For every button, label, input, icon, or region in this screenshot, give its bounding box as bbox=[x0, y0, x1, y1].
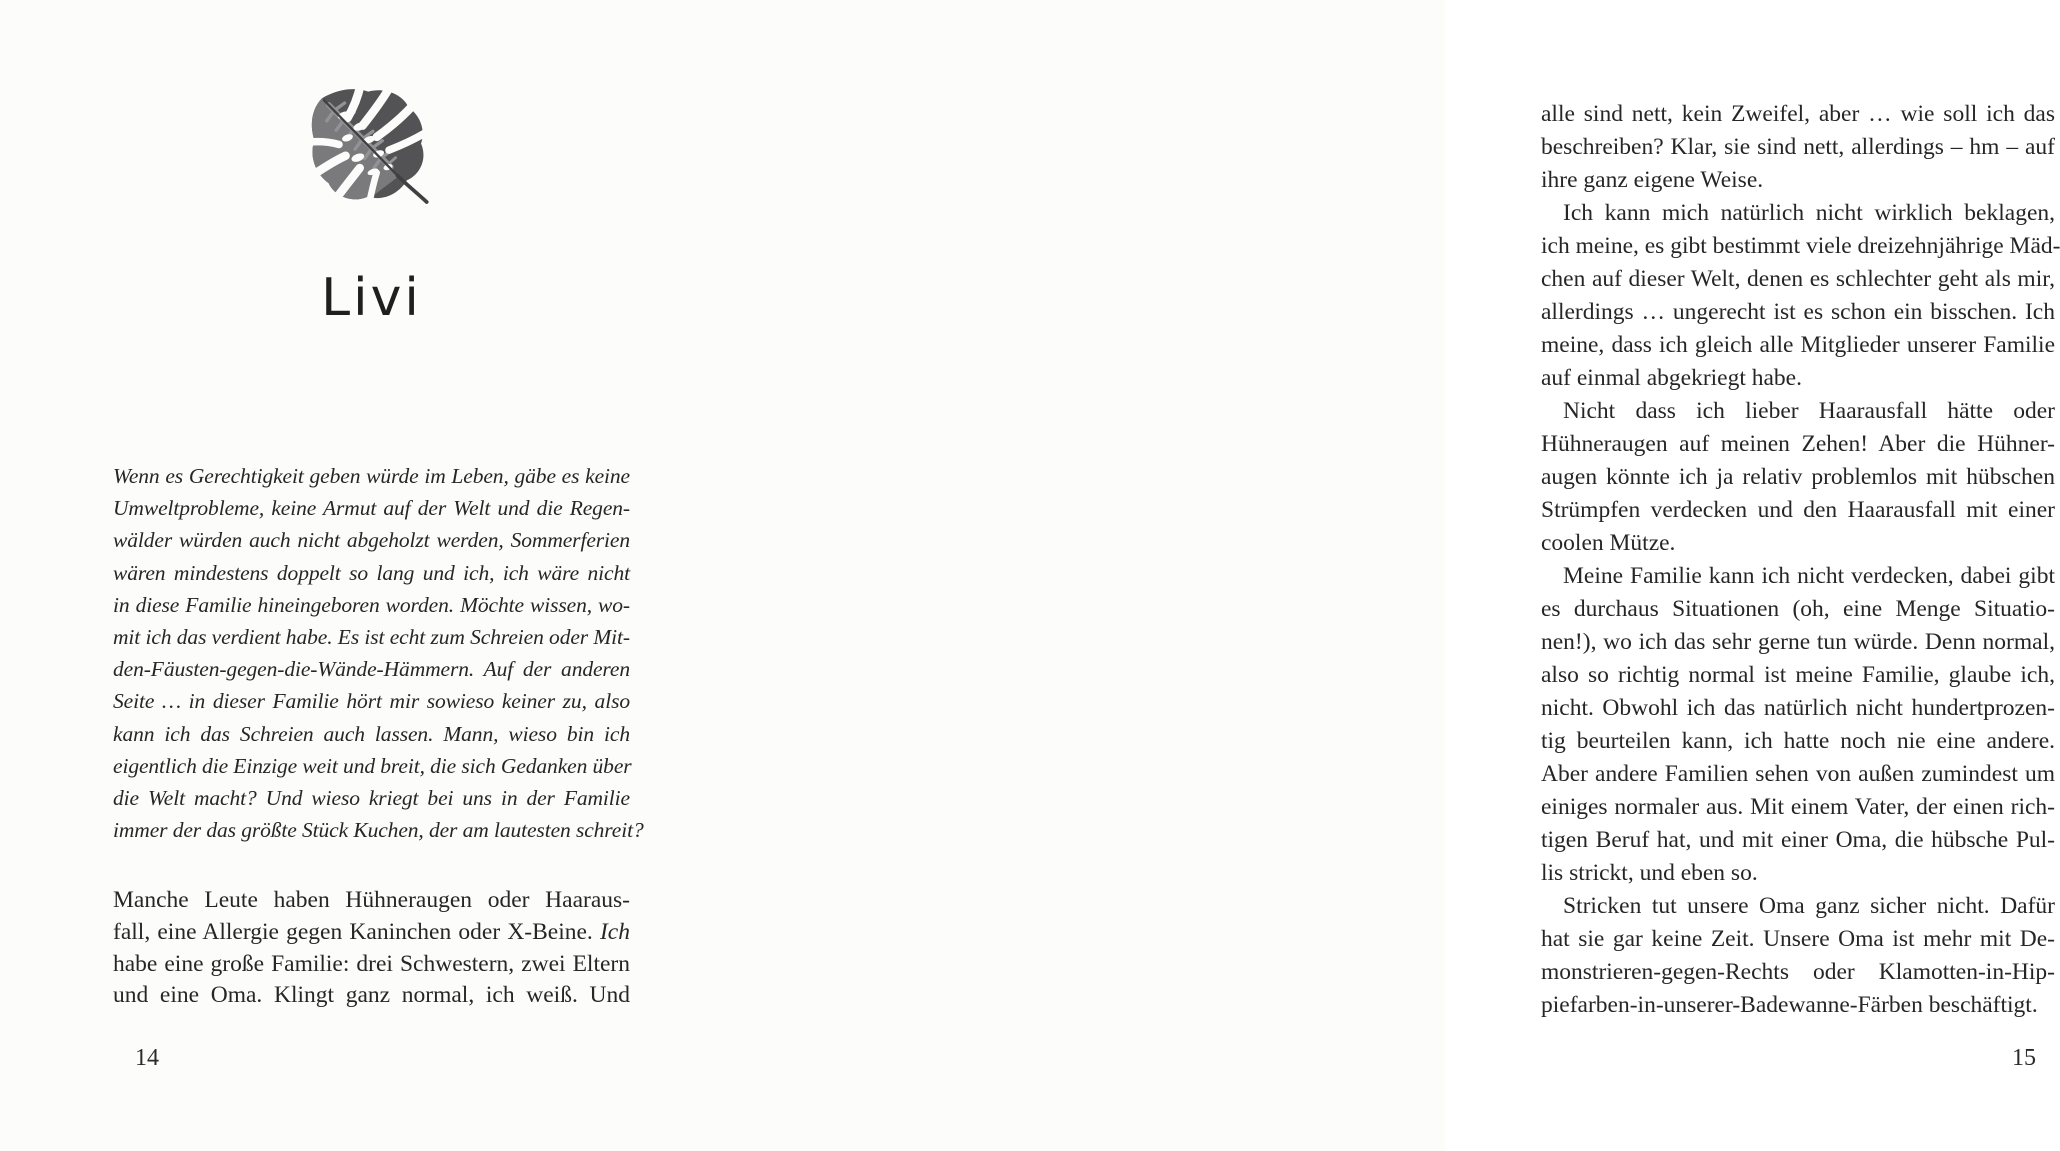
text-segment: chen auf dieser Welt, denen es schlechter geht als mir, bbox=[1541, 266, 2055, 292]
text-line bbox=[1541, 824, 2055, 857]
chapter-leaf-illustration-wrap bbox=[113, 86, 630, 218]
emphasized-text: Ich bbox=[599, 918, 630, 945]
text-segment: nen!), wo ich das sehr gerne tun würde. Denn normal, bbox=[1541, 629, 2055, 655]
text-line bbox=[1541, 692, 2055, 725]
text-line bbox=[113, 814, 644, 846]
text-segment: Meine Familie kann ich nicht verdecken, dabei gibt bbox=[1563, 563, 2055, 589]
text-line bbox=[113, 653, 630, 685]
text-segment: fall, eine Allergie gegen Kaninchen oder X-Beine. bbox=[113, 918, 600, 945]
text-segment: monstrieren-gegen-Rechts oder Klamotten-in-Hip- bbox=[1541, 959, 2055, 985]
monstera-leaf-icon bbox=[306, 86, 438, 218]
text-line bbox=[1541, 758, 2055, 791]
text-line bbox=[1541, 626, 2055, 659]
text-segment: tigen Beruf hat, und mit einer Oma, die hübsche Pul- bbox=[1541, 827, 2055, 853]
left-page-body-text bbox=[113, 885, 630, 1012]
text-line bbox=[1541, 461, 2055, 494]
text-line bbox=[113, 980, 630, 1012]
text-segment: wälder würden auch nicht abgeholzt werden, Sommerferien bbox=[113, 528, 630, 553]
text-line bbox=[1541, 131, 2055, 164]
text-line bbox=[113, 718, 630, 750]
text-line bbox=[113, 460, 630, 492]
text-line bbox=[113, 750, 630, 782]
text-line bbox=[1541, 923, 2055, 956]
text-line bbox=[1541, 98, 2055, 131]
text-line bbox=[1541, 956, 2055, 989]
text-segment: einiges normaler aus. Mit einem Vater, der einen rich- bbox=[1541, 794, 2055, 820]
text-segment: die Welt macht? Und wieso kriegt bei uns in der Familie bbox=[113, 786, 630, 811]
text-line bbox=[113, 885, 630, 917]
text-segment: tig beurteilen kann, ich hatte noch nie eine andere. bbox=[1541, 728, 2055, 754]
text-line bbox=[1541, 296, 2055, 329]
text-line bbox=[1541, 329, 2055, 362]
text-segment: Manche Leute haben Hühneraugen oder Haaraus- bbox=[113, 887, 630, 913]
text-segment: allerdings … ungerecht ist es schon ein bisschen. Ich bbox=[1541, 299, 2055, 325]
text-line bbox=[113, 917, 630, 949]
text-line bbox=[1541, 857, 2055, 890]
chapter-title: Livi bbox=[321, 268, 422, 328]
text-segment: Seite … in dieser Familie hört mir sowieso keiner zu, also bbox=[113, 689, 630, 714]
text-segment: Aber andere Familien sehen von außen zumindest um bbox=[1541, 761, 2055, 787]
text-segment: ich meine, es gibt bestimmt viele dreizehnjährige Mäd- bbox=[1541, 233, 2060, 259]
text-segment: wären mindestens doppelt so lang und ich, ich wäre nicht bbox=[113, 560, 630, 585]
text-segment: es durchaus Situationen (oh, eine Menge Situatio- bbox=[1541, 596, 2055, 622]
text-segment: habe eine große Familie: drei Schwestern, zwei Eltern bbox=[113, 950, 630, 977]
text-segment: alle sind nett, kein Zweifel, aber … wie soll ich das bbox=[1541, 101, 2055, 127]
text-segment: mit ich das verdient habe. Es ist echt zum Schreien oder Mit- bbox=[113, 625, 630, 650]
text-line bbox=[1541, 659, 2055, 692]
text-line bbox=[113, 524, 630, 556]
text-line bbox=[1541, 362, 2055, 395]
text-segment: Umweltprobleme, keine Armut auf der Welt und die Regen- bbox=[113, 496, 630, 521]
text-line bbox=[1541, 527, 2055, 560]
right-page-body-text bbox=[1541, 98, 2060, 1022]
text-line bbox=[1541, 263, 2055, 296]
text-line bbox=[113, 557, 630, 589]
text-segment: Hühneraugen auf meinen Zehen! Aber die Hühner- bbox=[1541, 431, 2055, 457]
text-segment: coolen Mütze. bbox=[1541, 530, 1676, 556]
page-number-left: 14 bbox=[135, 1045, 159, 1071]
text-segment: auf einmal abgekriegt habe. bbox=[1541, 365, 1802, 391]
text-segment: Ich kann mich natürlich nicht wirklich beklagen, bbox=[1563, 200, 2055, 226]
text-segment: meine, dass ich gleich alle Mitglieder unserer Familie bbox=[1541, 332, 2055, 358]
text-segment: hat sie gar keine Zeit. Unsere Oma ist mehr mit De- bbox=[1541, 926, 2055, 952]
text-line bbox=[1541, 395, 2055, 428]
page-number-right: 15 bbox=[2012, 1045, 2036, 1071]
text-line bbox=[1541, 791, 2055, 824]
text-line bbox=[1541, 890, 2055, 923]
text-line bbox=[1541, 725, 2055, 758]
text-segment: piefarben-in-unserer-Badewanne-Färben beschäftigt. bbox=[1541, 992, 2038, 1018]
chapter-intro-italic-text bbox=[113, 460, 644, 846]
text-segment: eigentlich die Einzige weit und breit, die sich Gedanken über bbox=[113, 753, 632, 778]
text-segment: ihre ganz eigene Weise. bbox=[1541, 167, 1764, 193]
text-line bbox=[1541, 494, 2055, 527]
text-line bbox=[1541, 560, 2055, 593]
text-segment: in diese Familie hineingeboren worden. Möchte wissen, wo- bbox=[113, 592, 630, 617]
text-segment: beschreiben? Klar, sie sind nett, allerdings – hm – auf bbox=[1541, 134, 2055, 160]
text-segment: immer der das größte Stück Kuchen, der am lautesten schreit? bbox=[113, 818, 644, 843]
text-segment: lis strickt, und eben so. bbox=[1541, 860, 1758, 886]
text-line bbox=[1541, 989, 2055, 1022]
text-segment: kann ich das Schreien auch lassen. Mann, wieso bin ich bbox=[113, 721, 630, 746]
text-line bbox=[113, 782, 630, 814]
text-segment: und eine Oma. Klingt ganz normal, ich weiß. Und bbox=[113, 982, 630, 1009]
right-page bbox=[723, 0, 2060, 1151]
text-line bbox=[113, 621, 630, 653]
text-segment: Nicht dass ich lieber Haarausfall hätte oder bbox=[1563, 398, 2055, 424]
text-segment: Wenn es Gerechtigkeit geben würde im Leben, gäbe es keine bbox=[113, 464, 630, 488]
text-segment: augen könnte ich ja relativ problemlos mit hübschen bbox=[1541, 464, 2055, 490]
text-segment: Strümpfen verdecken und den Haarausfall mit einer bbox=[1541, 497, 2055, 523]
text-line bbox=[113, 685, 630, 717]
text-line bbox=[1541, 197, 2055, 230]
text-segment: nicht. Obwohl ich das natürlich nicht hundertprozen- bbox=[1541, 695, 2055, 721]
text-line bbox=[113, 949, 630, 981]
text-line bbox=[1541, 164, 2055, 197]
text-line bbox=[1541, 230, 2060, 263]
left-page bbox=[0, 0, 722, 1151]
text-line bbox=[1541, 428, 2055, 461]
text-line bbox=[113, 589, 630, 621]
text-line bbox=[1541, 593, 2055, 626]
text-line bbox=[113, 492, 630, 524]
text-segment: den-Fäusten-gegen-die-Wände-Hämmern. Auf der anderen bbox=[113, 657, 630, 682]
text-segment: Stricken tut unsere Oma ganz sicher nicht. Dafür bbox=[1563, 893, 2055, 919]
text-segment: also so richtig normal ist meine Familie, glaube ich, bbox=[1541, 662, 2055, 688]
